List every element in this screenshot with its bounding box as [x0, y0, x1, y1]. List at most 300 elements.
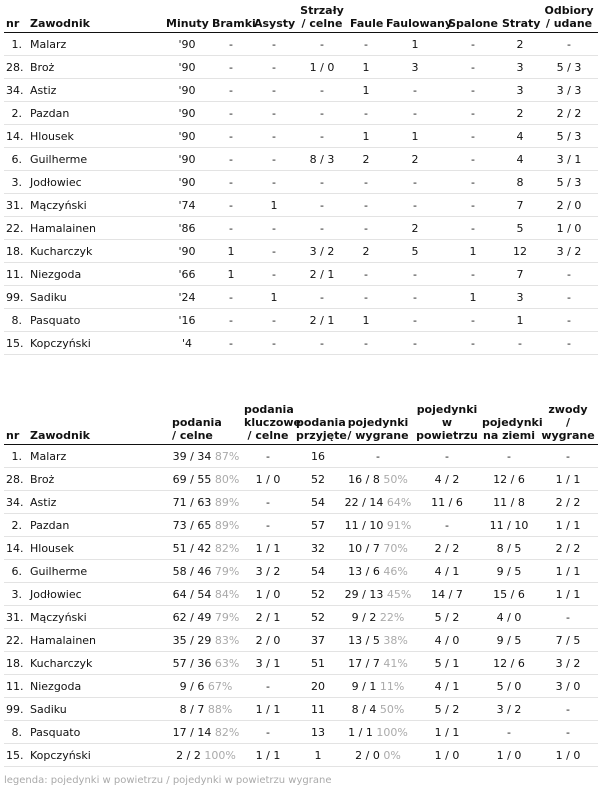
- player-number: 8.: [4, 309, 28, 332]
- losses-cell: 3: [500, 286, 540, 309]
- player-name: Guilherme: [28, 148, 164, 171]
- aerial-duels-cell: 11 / 6: [414, 491, 480, 514]
- duels-cell-percent: 0%: [383, 748, 401, 762]
- fouled-cell: 2: [384, 148, 446, 171]
- fouls-cell: 1: [348, 79, 384, 102]
- passes-cell-percent: 63%: [214, 656, 240, 670]
- match-stats-table: [4, 4, 598, 355]
- ground-duels-cell: 9 / 5: [480, 629, 538, 652]
- offsides-cell: -: [446, 148, 500, 171]
- player-number: 15.: [4, 332, 28, 355]
- key-passes-cell: -: [242, 721, 294, 744]
- duels-cell-percent: 46%: [383, 564, 408, 578]
- losses-cell: 4: [500, 125, 540, 148]
- duels-cell-percent: 64%: [386, 495, 412, 509]
- header-shots: [296, 4, 348, 33]
- player-name: Hlousek: [28, 537, 170, 560]
- passes-cell-value: 9 / 6: [179, 679, 205, 693]
- passes-cell-percent: 67%: [207, 679, 233, 693]
- fouled-cell: -: [384, 194, 446, 217]
- ground-duels-cell: 12 / 6: [480, 652, 538, 675]
- aerial-duels-cell: 4 / 2: [414, 468, 480, 491]
- duels-cell: [342, 698, 414, 721]
- assists-cell: -: [252, 240, 296, 263]
- table-row: [4, 79, 598, 102]
- received-cell: 11: [294, 698, 342, 721]
- header-ground-line1: pojedynki: [482, 416, 543, 429]
- passes-cell-percent: 100%: [204, 748, 236, 762]
- shots-cell: -: [296, 102, 348, 125]
- header-passes-line2: / celne: [172, 429, 213, 442]
- table-row: [4, 171, 598, 194]
- key-passes-cell: 1 / 0: [242, 583, 294, 606]
- shots-cell: -: [296, 33, 348, 56]
- offsides-cell: -: [446, 332, 500, 355]
- passes-cell-value: 64 / 54: [172, 587, 212, 601]
- fouled-cell: -: [384, 309, 446, 332]
- minutes-cell: '90: [164, 102, 210, 125]
- goals-cell: -: [210, 194, 252, 217]
- minutes-cell: '74: [164, 194, 210, 217]
- player-name: Astiz: [28, 491, 170, 514]
- player-name: Malarz: [28, 445, 170, 468]
- key-passes-cell: 3 / 2: [242, 560, 294, 583]
- duels-cell-percent: 41%: [383, 656, 408, 670]
- passes-cell: [170, 514, 242, 537]
- duels-cell-percent: 45%: [386, 587, 412, 601]
- offsides-cell: -: [446, 33, 500, 56]
- duels-cell-percent: 11%: [379, 679, 405, 693]
- assists-cell: -: [252, 263, 296, 286]
- goals-cell: -: [210, 171, 252, 194]
- losses-cell: 7: [500, 194, 540, 217]
- received-cell: 20: [294, 675, 342, 698]
- fouls-cell: 1: [348, 56, 384, 79]
- ground-duels-cell: 5 / 0: [480, 675, 538, 698]
- passes-cell: [170, 744, 242, 767]
- player-number: 22.: [4, 217, 28, 240]
- player-number: 6.: [4, 148, 28, 171]
- shots-cell: -: [296, 286, 348, 309]
- table-row: [4, 514, 598, 537]
- header-ground-line2: na ziemi: [483, 429, 535, 442]
- header-assists: Asysty: [252, 4, 296, 33]
- duels-cell: [342, 514, 414, 537]
- player-name: Mączyński: [28, 606, 170, 629]
- fouls-cell: -: [348, 332, 384, 355]
- assists-cell: -: [252, 125, 296, 148]
- table-row: [4, 721, 598, 744]
- player-name: Kucharczyk: [28, 652, 170, 675]
- table-row: [4, 652, 598, 675]
- duels-cell-percent: 50%: [379, 702, 405, 716]
- losses-cell: 3: [500, 56, 540, 79]
- table-row: [4, 194, 598, 217]
- key-passes-cell: 2 / 1: [242, 606, 294, 629]
- losses-cell: 12: [500, 240, 540, 263]
- received-cell: 52: [294, 468, 342, 491]
- losses-cell: 4: [500, 148, 540, 171]
- player-number: 28.: [4, 56, 28, 79]
- duels-cell: [342, 560, 414, 583]
- passes-cell-percent: 82%: [214, 725, 240, 739]
- ground-duels-cell: 15 / 6: [480, 583, 538, 606]
- goals-cell: -: [210, 33, 252, 56]
- player-number: 34.: [4, 491, 28, 514]
- header-player: Zawodnik: [28, 4, 164, 33]
- table-row: [4, 148, 598, 171]
- ground-duels-cell: 11 / 10: [480, 514, 538, 537]
- header-minutes: Minuty: [164, 4, 210, 33]
- received-cell: 37: [294, 629, 342, 652]
- passes-cell-value: 17 / 14: [172, 725, 212, 739]
- shots-cell: -: [296, 125, 348, 148]
- recoveries-cell: 1 / 0: [540, 217, 598, 240]
- player-name: Broż: [28, 468, 170, 491]
- player-number: 34.: [4, 79, 28, 102]
- offsides-cell: -: [446, 102, 500, 125]
- passes-cell-percent: 88%: [207, 702, 233, 716]
- player-name: Jodłowiec: [28, 171, 164, 194]
- player-name: Malarz: [28, 33, 164, 56]
- recoveries-cell: 5 / 3: [540, 125, 598, 148]
- passes-cell: [170, 721, 242, 744]
- passes-cell: [170, 629, 242, 652]
- recoveries-cell: 3 / 3: [540, 79, 598, 102]
- passes-cell-percent: 83%: [214, 633, 240, 647]
- duels-cell-value: -: [376, 449, 380, 463]
- header-key-passes-line3: / celne: [247, 429, 289, 442]
- fouls-cell: 2: [348, 240, 384, 263]
- key-passes-cell: 1 / 1: [242, 537, 294, 560]
- header-dribbles-line2: / wygrane: [541, 416, 595, 442]
- player-name: Kopczyński: [28, 744, 170, 767]
- header-aerial-line1: pojedynki: [416, 403, 478, 416]
- offsides-cell: -: [446, 171, 500, 194]
- key-passes-cell: 2 / 0: [242, 629, 294, 652]
- player-name: Kucharczyk: [28, 240, 164, 263]
- passes-cell: [170, 606, 242, 629]
- fouled-cell: -: [384, 332, 446, 355]
- key-passes-cell: -: [242, 675, 294, 698]
- passes-cell-percent: 89%: [214, 518, 240, 532]
- minutes-cell: '24: [164, 286, 210, 309]
- duels-cell: [342, 652, 414, 675]
- table-row: [4, 537, 598, 560]
- duels-cell: [342, 606, 414, 629]
- table-row: [4, 491, 598, 514]
- minutes-cell: '90: [164, 171, 210, 194]
- losses-cell: -: [500, 332, 540, 355]
- received-cell: 54: [294, 560, 342, 583]
- key-passes-cell: -: [242, 445, 294, 468]
- duels-cell-value: 8 / 4: [351, 702, 377, 716]
- player-number: 1.: [4, 445, 28, 468]
- player-name: Jodłowiec: [28, 583, 170, 606]
- fouled-cell: -: [384, 79, 446, 102]
- player-name: Mączyński: [28, 194, 164, 217]
- header-shots-line1: Strzały: [300, 4, 344, 17]
- goals-cell: -: [210, 79, 252, 102]
- received-cell: 52: [294, 606, 342, 629]
- losses-cell: 5: [500, 217, 540, 240]
- player-number: 31.: [4, 606, 28, 629]
- aerial-duels-cell: -: [414, 514, 480, 537]
- minutes-cell: '90: [164, 240, 210, 263]
- dribbles-cell: 2 / 2: [538, 537, 598, 560]
- shots-cell: -: [296, 194, 348, 217]
- minutes-cell: '90: [164, 79, 210, 102]
- duels-cell-value: 9 / 2: [351, 610, 377, 624]
- goals-cell: -: [210, 309, 252, 332]
- duels-cell-value: 16 / 8: [348, 472, 380, 486]
- aerial-duels-cell: 5 / 2: [414, 698, 480, 721]
- fouled-cell: 1: [384, 33, 446, 56]
- offsides-cell: -: [446, 263, 500, 286]
- duels-cell-value: 2 / 0: [355, 748, 380, 762]
- recoveries-cell: -: [540, 309, 598, 332]
- passes-cell-value: 57 / 36: [172, 656, 212, 670]
- aerial-duels-cell: 1 / 0: [414, 744, 480, 767]
- duels-cell-percent: 70%: [383, 541, 408, 555]
- header-received-line2: przyjęte: [296, 429, 347, 442]
- ground-duels-cell: 4 / 0: [480, 606, 538, 629]
- dribbles-cell: 3 / 2: [538, 652, 598, 675]
- dribbles-cell: 2 / 2: [538, 491, 598, 514]
- aerial-duels-cell: 2 / 2: [414, 537, 480, 560]
- recoveries-cell: 2 / 0: [540, 194, 598, 217]
- table-row: [4, 240, 598, 263]
- minutes-cell: '90: [164, 33, 210, 56]
- shots-cell: -: [296, 332, 348, 355]
- player-name: Kopczyński: [28, 332, 164, 355]
- duels-cell-value: 9 / 1: [351, 679, 377, 693]
- table-row: [4, 33, 598, 56]
- fouls-cell: 1: [348, 125, 384, 148]
- dribbles-cell: 3 / 0: [538, 675, 598, 698]
- fouls-cell: -: [348, 171, 384, 194]
- offsides-cell: 1: [446, 240, 500, 263]
- offsides-cell: -: [446, 217, 500, 240]
- player-number: 11.: [4, 675, 28, 698]
- duels-cell: [342, 445, 414, 468]
- aerial-duels-cell: 14 / 7: [414, 583, 480, 606]
- aerial-duels-cell: 4 / 0: [414, 629, 480, 652]
- stats-page: [0, 4, 598, 786]
- aerial-duels-cell: -: [414, 445, 480, 468]
- player-name: Hamalainen: [28, 629, 170, 652]
- player-number: 99.: [4, 286, 28, 309]
- header-key-passes-line1: podania: [244, 403, 294, 416]
- passes-cell-value: 39 / 34: [172, 449, 212, 463]
- goals-cell: -: [210, 286, 252, 309]
- assists-cell: -: [252, 148, 296, 171]
- duels-cell: [342, 537, 414, 560]
- player-number: 15.: [4, 744, 28, 767]
- losses-cell: 1: [500, 309, 540, 332]
- header-received: [294, 403, 347, 445]
- duels-cell-percent: 22%: [379, 610, 405, 624]
- table-row: [4, 125, 598, 148]
- table-header-row: [4, 403, 598, 445]
- fouls-cell: -: [348, 194, 384, 217]
- duels-cell: [342, 629, 414, 652]
- header-offsides: Spalone: [446, 4, 500, 33]
- key-passes-cell: -: [242, 491, 294, 514]
- shots-cell: 1 / 0: [296, 56, 348, 79]
- received-cell: 32: [294, 537, 342, 560]
- header-nr: nr: [4, 4, 28, 33]
- player-number: 11.: [4, 263, 28, 286]
- fouls-cell: -: [348, 286, 384, 309]
- table-row: [4, 286, 598, 309]
- header-passes-line1: podania: [172, 416, 222, 429]
- passes-cell-percent: 80%: [214, 472, 240, 486]
- header-recoveries-line2: / udane: [545, 17, 593, 30]
- player-number: 14.: [4, 125, 28, 148]
- player-name: Niezgoda: [28, 263, 164, 286]
- passes-cell: [170, 445, 242, 468]
- recoveries-cell: -: [540, 263, 598, 286]
- header-ground-duels: [480, 403, 543, 445]
- fouled-cell: 3: [384, 56, 446, 79]
- passes-cell-percent: 79%: [214, 564, 240, 578]
- passes-cell: [170, 537, 242, 560]
- minutes-cell: '86: [164, 217, 210, 240]
- received-cell: 54: [294, 491, 342, 514]
- passes-cell-percent: 79%: [214, 610, 240, 624]
- dribbles-cell: 1 / 1: [538, 514, 598, 537]
- key-passes-cell: 1 / 1: [242, 744, 294, 767]
- offsides-cell: -: [446, 56, 500, 79]
- ground-duels-cell: 12 / 6: [480, 468, 538, 491]
- goals-cell: -: [210, 102, 252, 125]
- dribbles-cell: 1 / 0: [538, 744, 598, 767]
- passes-cell-value: 8 / 7: [179, 702, 205, 716]
- duels-cell: [342, 675, 414, 698]
- header-received-line1: podania: [296, 416, 346, 429]
- fouled-cell: 5: [384, 240, 446, 263]
- header-duels-line1: pojedynki: [347, 416, 409, 429]
- assists-cell: -: [252, 171, 296, 194]
- assists-cell: -: [252, 56, 296, 79]
- duels-cell-value: 13 / 5: [348, 633, 380, 647]
- received-cell: 51: [294, 652, 342, 675]
- player-number: 6.: [4, 560, 28, 583]
- losses-cell: 2: [500, 33, 540, 56]
- header-nr: nr: [4, 403, 28, 445]
- header-goals: Bramki: [210, 4, 252, 33]
- goals-cell: 1: [210, 263, 252, 286]
- received-cell: 1: [294, 744, 342, 767]
- goals-cell: -: [210, 56, 252, 79]
- table-row: [4, 445, 598, 468]
- dribbles-cell: 1 / 1: [538, 583, 598, 606]
- table-row: [4, 675, 598, 698]
- header-fouled: Faulowany: [384, 4, 446, 33]
- recoveries-cell: 5 / 3: [540, 56, 598, 79]
- player-number: 22.: [4, 629, 28, 652]
- losses-cell: 3: [500, 79, 540, 102]
- assists-cell: 1: [252, 286, 296, 309]
- player-name: Hamalainen: [28, 217, 164, 240]
- player-number: 3.: [4, 171, 28, 194]
- ground-duels-cell: 1 / 0: [480, 744, 538, 767]
- losses-cell: 8: [500, 171, 540, 194]
- header-aerial-duels: [414, 403, 480, 445]
- key-passes-cell: 1 / 1: [242, 698, 294, 721]
- passes-cell-value: 69 / 55: [172, 472, 212, 486]
- passes-cell: [170, 698, 242, 721]
- duels-cell: [342, 583, 414, 606]
- duels-cell-value: 11 / 10: [344, 518, 384, 532]
- goals-cell: 1: [210, 240, 252, 263]
- fouls-cell: -: [348, 33, 384, 56]
- key-passes-cell: -: [242, 514, 294, 537]
- recoveries-cell: -: [540, 332, 598, 355]
- received-cell: 57: [294, 514, 342, 537]
- fouls-cell: -: [348, 217, 384, 240]
- goals-cell: -: [210, 217, 252, 240]
- dribbles-cell: -: [538, 721, 598, 744]
- fouls-cell: 2: [348, 148, 384, 171]
- passes-cell-percent: 87%: [214, 449, 240, 463]
- player-name: Pazdan: [28, 514, 170, 537]
- header-dribbles: [538, 403, 598, 445]
- shots-cell: 8 / 3: [296, 148, 348, 171]
- player-name: Pasquato: [28, 721, 170, 744]
- duels-cell-value: 10 / 7: [348, 541, 380, 555]
- duels-cell-value: 22 / 14: [344, 495, 384, 509]
- player-name: Sadiku: [28, 286, 164, 309]
- dribbles-cell: 1 / 1: [538, 560, 598, 583]
- passing-duels-table: [4, 403, 598, 767]
- header-recoveries: [540, 4, 598, 33]
- offsides-cell: -: [446, 309, 500, 332]
- duels-cell-value: 29 / 13: [344, 587, 384, 601]
- duels-cell-percent: 91%: [386, 518, 412, 532]
- header-key-passes: [242, 403, 302, 445]
- shots-cell: -: [296, 79, 348, 102]
- received-cell: 13: [294, 721, 342, 744]
- minutes-cell: '90: [164, 125, 210, 148]
- header-fouls: Faule: [348, 4, 384, 33]
- header-passes: [170, 403, 242, 445]
- goals-cell: -: [210, 332, 252, 355]
- minutes-cell: '90: [164, 56, 210, 79]
- losses-cell: 2: [500, 102, 540, 125]
- player-number: 2.: [4, 102, 28, 125]
- table-row: [4, 102, 598, 125]
- duels-cell-percent: 100%: [376, 725, 408, 739]
- aerial-duels-cell: 4 / 1: [414, 560, 480, 583]
- shots-cell: 2 / 1: [296, 263, 348, 286]
- recoveries-cell: -: [540, 33, 598, 56]
- dribbles-cell: -: [538, 606, 598, 629]
- goals-cell: -: [210, 148, 252, 171]
- table-row: [4, 56, 598, 79]
- duels-cell: [342, 468, 414, 491]
- offsides-cell: -: [446, 194, 500, 217]
- duels-cell-value: 13 / 6: [348, 564, 380, 578]
- duels-cell: [342, 721, 414, 744]
- header-recoveries-line1: Odbiory: [544, 4, 594, 17]
- fouled-cell: -: [384, 263, 446, 286]
- recoveries-cell: 3 / 1: [540, 148, 598, 171]
- duels-cell-percent: 38%: [383, 633, 408, 647]
- duels-cell-value: 17 / 7: [348, 656, 380, 670]
- assists-cell: -: [252, 79, 296, 102]
